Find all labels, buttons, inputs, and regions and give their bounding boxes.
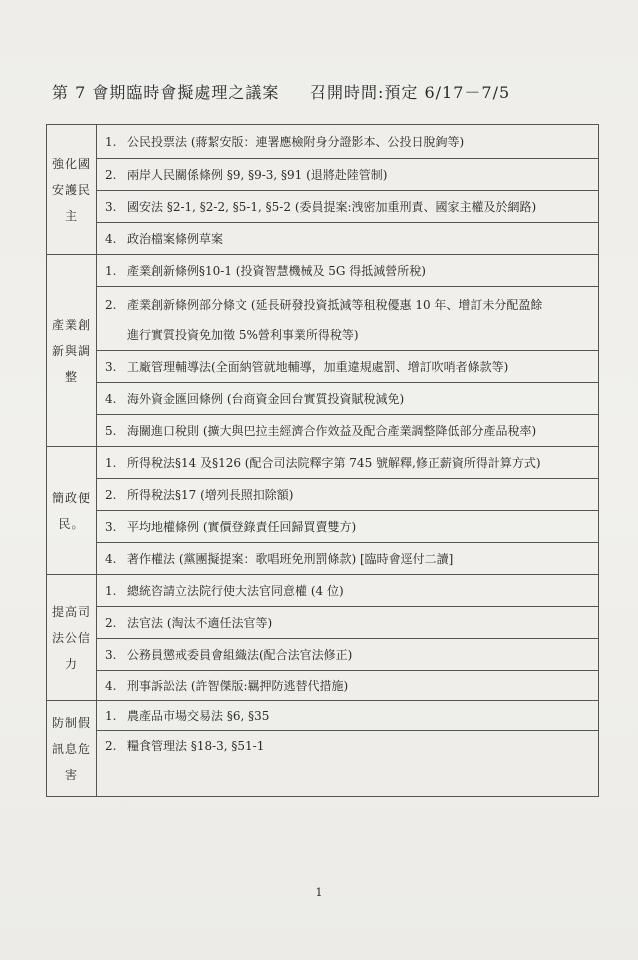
item-text: 著作權法 (黨團擬提案：歌唱班免刑罰條款) [臨時會逕付二讀]: [127, 551, 454, 566]
item-number: 2.: [105, 487, 117, 502]
item-number: 2.: [105, 297, 117, 312]
meeting-time: 召開時間:預定 6/17－7/5: [310, 83, 511, 102]
list-item: [97, 383, 599, 415]
category-cell: [47, 125, 97, 255]
item-text: 所得稅法§17 (增列長照扣除額): [127, 487, 294, 502]
item-text: 農產品市場交易法 §6, §35: [127, 708, 270, 723]
table-row: [47, 731, 599, 797]
list-item: [97, 701, 599, 731]
item-text: 產業創新條例部分條文 (延長研發投資抵減等租稅優惠 10 年、增訂未分配盈餘: [127, 297, 543, 312]
list-item: [97, 159, 599, 191]
table-row: [47, 543, 599, 575]
category-label: 產業創新與調整: [51, 317, 91, 384]
table-row: [47, 415, 599, 447]
item-text: 海外資金匯回條例 (台商資金回台實質投資賦稅減免): [127, 391, 405, 406]
table-row: [47, 383, 599, 415]
item-number: 2.: [105, 615, 117, 630]
category-cell: [47, 447, 97, 575]
list-item: [97, 125, 599, 159]
table-row: [47, 191, 599, 223]
item-number: 3.: [105, 647, 117, 662]
table-row: [47, 639, 599, 671]
table-row: [47, 575, 599, 607]
category-label: 強化國安護民主: [51, 156, 91, 223]
table-row: [47, 671, 599, 701]
list-item: [97, 351, 599, 383]
item-text: 刑事訴訟法 (許智傑版:羈押防逃替代措施): [127, 678, 349, 693]
item-text: 總統咨請立法院行使大法官同意權 (4 位): [127, 583, 344, 598]
table-row: [47, 159, 599, 191]
item-text: 海關進口稅則 (擴大與巴拉圭經濟合作效益及配合產業調整降低部分產品稅率): [127, 423, 537, 438]
list-item: [97, 543, 599, 575]
item-number: 4.: [105, 231, 117, 246]
item-number: 2.: [105, 739, 117, 753]
list-item: [97, 287, 599, 351]
table-row: [47, 223, 599, 255]
item-text: 兩岸人民關係條例 §9, §9-3, §91 (退將赴陸管制): [127, 167, 388, 182]
item-number: 1.: [105, 583, 117, 598]
item-number: 4.: [105, 678, 117, 693]
table-row: [47, 125, 599, 159]
list-item: [97, 731, 599, 797]
item-number: 5.: [105, 423, 117, 438]
item-text: 糧食管理法 §18-3, §51-1: [127, 739, 265, 753]
item-number: 2.: [105, 167, 117, 182]
item-text-continued: 進行實質投資免加徵 5%營利事業所得稅等): [127, 327, 359, 342]
item-text: 政治檔案條例草案: [127, 231, 224, 246]
item-number: 1.: [105, 263, 117, 278]
item-number: 3.: [105, 199, 117, 214]
table-row: [47, 511, 599, 543]
list-item: [97, 511, 599, 543]
list-item: [97, 639, 599, 671]
table-row: [47, 447, 599, 479]
category-label: 提高司法公信力: [51, 604, 91, 671]
item-number: 3.: [105, 519, 117, 534]
agenda-table: [46, 124, 599, 797]
item-text: 平均地權條例 (實價登錄責任回歸買賣雙方): [127, 519, 357, 534]
item-number: 4.: [105, 391, 117, 406]
category-cell: [47, 701, 97, 797]
item-text: 國安法 §2-1, §2-2, §5-1, §5-2 (委員提案:洩密加重刑責、國家主權及於網路): [127, 199, 537, 214]
list-item: [97, 447, 599, 479]
list-item: [97, 223, 599, 255]
table-row: [47, 479, 599, 511]
item-text: 公民投票法 (蔣絜安版：連署應檢附身分證影本、公投日脫鉤等): [127, 134, 465, 149]
table-row: [47, 607, 599, 639]
category-label: 防制假訊息危害: [51, 715, 91, 782]
category-cell: [47, 575, 97, 701]
list-item: [97, 255, 599, 287]
category-cell: [47, 255, 97, 447]
item-text: 法官法 (淘汰不適任法官等): [127, 615, 273, 630]
table-row: [47, 287, 599, 351]
list-item: [97, 415, 599, 447]
item-text: 所得稅法§14 及§126 (配合司法院釋字第 745 號解釋,修正薪資所得計算方式): [127, 455, 541, 470]
item-number: 1.: [105, 708, 117, 723]
list-item: [97, 575, 599, 607]
category-label: 簡政便民。: [51, 490, 91, 531]
list-item: [97, 671, 599, 701]
item-number: 1.: [105, 134, 117, 149]
item-number: 4.: [105, 551, 117, 566]
item-text: 公務員懲戒委員會組織法(配合法官法修正): [127, 647, 353, 662]
item-number: 1.: [105, 455, 117, 470]
list-item: [97, 607, 599, 639]
document-header: [52, 80, 612, 106]
list-item: [97, 191, 599, 223]
page-number: 1: [315, 886, 323, 899]
table-row: [47, 351, 599, 383]
item-text: 產業創新條例§10-1 (投資智慧機械及 5G 得抵減營所稅): [127, 263, 426, 278]
table-row: [47, 701, 599, 731]
item-text: 工廠管理輔導法(全面納管就地輔導，加重違規處罰、增訂吹哨者條款等): [127, 359, 509, 374]
item-number: 3.: [105, 359, 117, 374]
table-row: [47, 255, 599, 287]
document-title: 第 7 會期臨時會擬處理之議案: [52, 83, 280, 102]
list-item: [97, 479, 599, 511]
